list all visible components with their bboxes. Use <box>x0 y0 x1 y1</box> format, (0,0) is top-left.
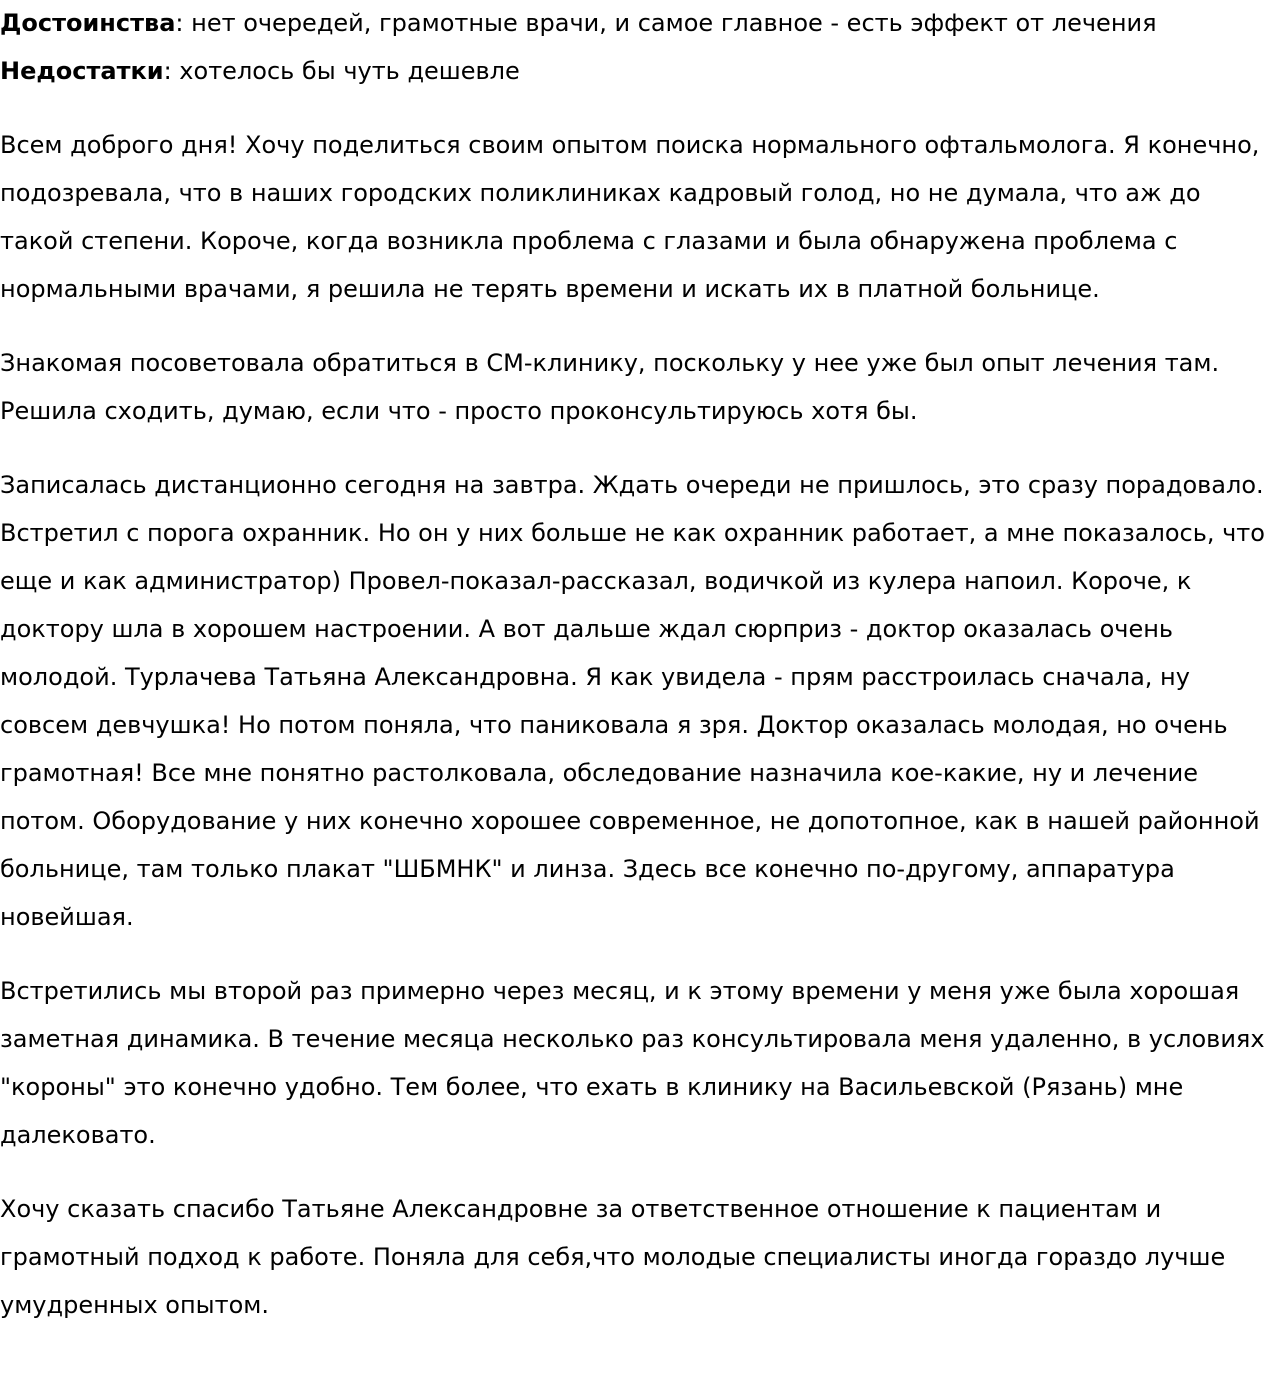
review-paragraph: Записалась дистанционно сегодня на завтра. Ждать очереди не пришлось, это сразу порадовало. Встретил с порога охранник. Но он у них больше не как охранник работает, а мне показалось, что еще и как администратор) Провел-показал-рассказал, водичкой из кулера напоил. Короче, к доктору шла в хорошем настроении. А вот дальше ждал сюрприз - доктор оказалась очень молодой. Турлачева Татьяна Александровна. Я как увидела - прям расстроилась сначала, ну совсем девчушка! Но потом поняла, что паниковала я зря. Доктор оказалась молодая, но очень грамотная! Все мне понятно растолковала, обследование назначила кое-какие, ну и лечение потом. Оборудование у них конечно хорошее современное, не допотопное, как в нашей районной больнице, там только плакат "ШБМНК" и линза. Здесь все конечно по-другому, аппаратура новейшая. <box>0 471 1265 931</box>
pros-text: : нет очередей, грамотные врачи, и самое главное - есть эффект от лечения <box>175 9 1157 37</box>
pros-line <box>0 0 1270 47</box>
review-paragraph: Знакомая посоветовала обратиться в СМ-клинику, поскольку у нее уже был опыт лечения там. Решила сходить, думаю, если что - просто проконсультируюсь хотя бы. <box>0 349 1220 425</box>
review-paragraph: Встретились мы второй раз примерно через месяц, и к этому времени у меня уже была хорошая заметная динамика. В течение месяца несколько раз консультировала меня удаленно, в условиях "короны" это конечно удобно. Тем более, что ехать в клинику на Васильевской (Рязань) мне далековато. <box>0 977 1265 1149</box>
pros-label: Достоинства <box>0 9 176 37</box>
cons-line <box>0 47 1270 95</box>
cons-label: Недостатки <box>0 57 164 85</box>
cons-text: : хотелось бы чуть дешевле <box>163 57 520 85</box>
review-paragraph: Хочу сказать спасибо Татьяне Александровне за ответственное отношение к пациентам и грамотный подход к работе. Поняла для себя,что молодые специалисты иногда гораздо лучше умудренных опытом. <box>0 1195 1226 1319</box>
review-paragraph: Всем доброго дня! Хочу поделиться своим опытом поиска нормального офтальмолога. Я конечно, подозревала, что в наших городских поликлиниках кадровый голод, но не думала, что аж до такой степени. Короче, когда возникла проблема с глазами и была обнаружена проблема с нормальными врачами, я решила не терять времени и искать их в платной больнице. <box>0 131 1260 303</box>
